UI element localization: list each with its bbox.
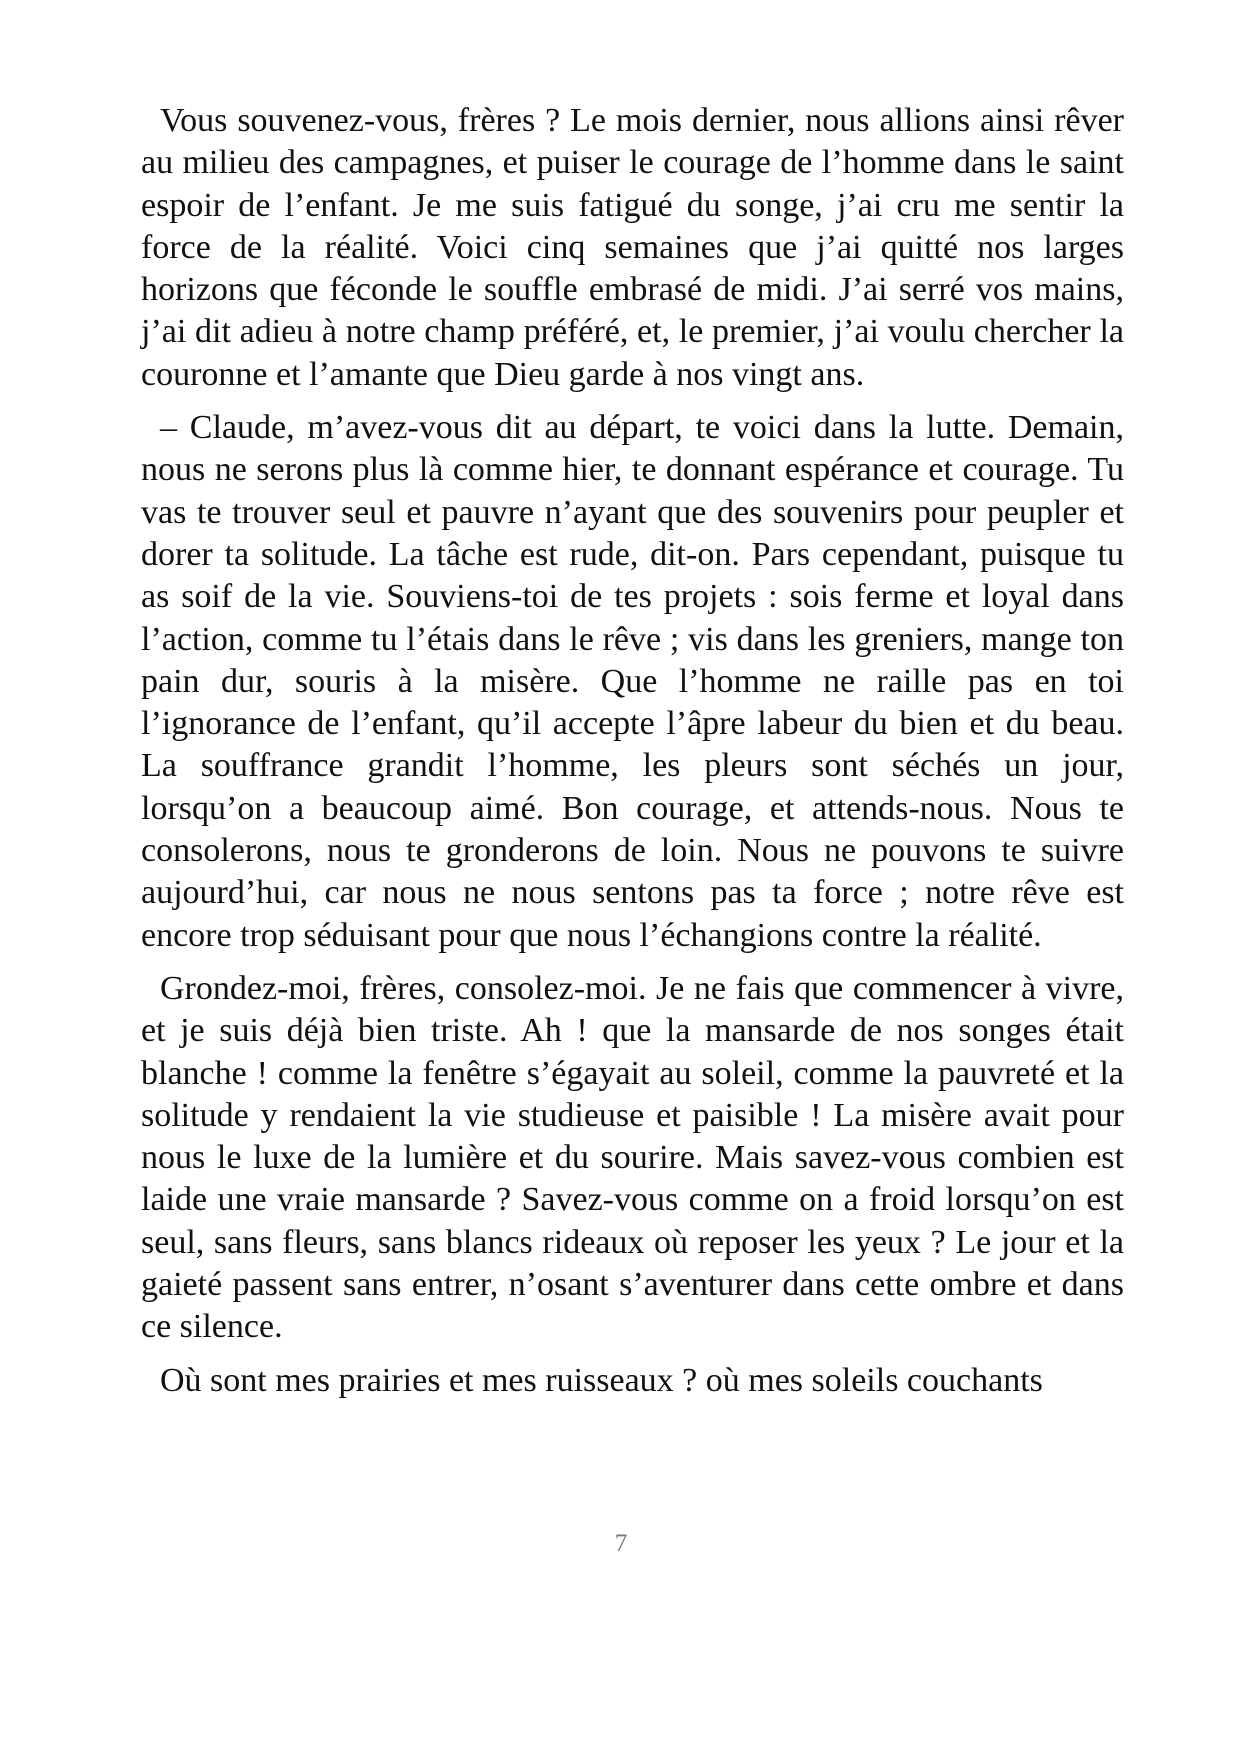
paragraph-3: Grondez-moi, frères, consolez-moi. Je ne fais que commencer à vivre, et je suis déjà bien triste. Ah ! que la mansarde de nos songes était blanche ! comme la fenêtre s’égayait au soleil, comme la pauvreté et la solitude y rendaient la vie studieuse et paisible ! La misère avait pour nous le luxe de la lumière et du sourire. Mais savez-vous combien est laide une vraie mansarde ? Savez-vous comme on a froid lorsqu’on est seul, sans fleurs, sans blancs rideaux où reposer les yeux ? Le jour et la gaieté passent sans entrer, n’osant s’aventurer dans cette ombre et dans ce silence. xyxy=(141,969,1124,1346)
paragraph-2: – Claude, m’avez-vous dit au départ, te voici dans la lutte. Demain, nous ne serons plus là comme hier, te donnant espérance et courage. Tu vas te trouver seul et pauvre n’ayant que des souvenirs pour peupler et dorer ta solitude. La tâche est rude, dit-on. Pars cependant, puisque tu as soif de la vie. Souviens-toi de tes projets : sois ferme et loyal dans l’action, comme tu l’étais dans le rêve ; vis dans les greniers, mange ton pain dur, souris à la misère. Que l’homme ne raille pas en toi l’ignorance de l’enfant, qu’il accepte l’âpre labeur du bien et du beau. La souffrance grandit l’homme, les pleurs sont séchés un jour, lorsqu’on a beaucoup aimé. Bon courage, et attends-nous. Nous te consolerons, nous te gronderons de loin. Nous ne pouvons te suivre aujourd’hui, car nous ne nous sentons pas ta force ; notre rêve est encore trop séduisant pour que nous l’échangions contre la réalité. xyxy=(141,409,1124,954)
page-body xyxy=(141,100,1124,1413)
paragraph-4: Où sont mes prairies et mes ruisseaux ? où mes soleils couchants xyxy=(160,1361,1043,1399)
paragraph-1: Vous souvenez-vous, frères ? Le mois dernier, nous allions ainsi rêver au milieu des campagnes, et puiser le courage de l’homme dans le saint espoir de l’enfant. Je me suis fatigué du songe, j’ai cru me sentir la force de la réalité. Voici cinq semaines que j’ai quitté nos larges horizons que féconde le souffle embrasé de midi. J’ai serré vos mains, j’ai dit adieu à notre champ préféré, et, le premier, j’ai voulu chercher la couronne et l’amante que Dieu garde à nos vingt ans. xyxy=(141,102,1124,393)
page-number: 7 xyxy=(614,1530,628,1557)
